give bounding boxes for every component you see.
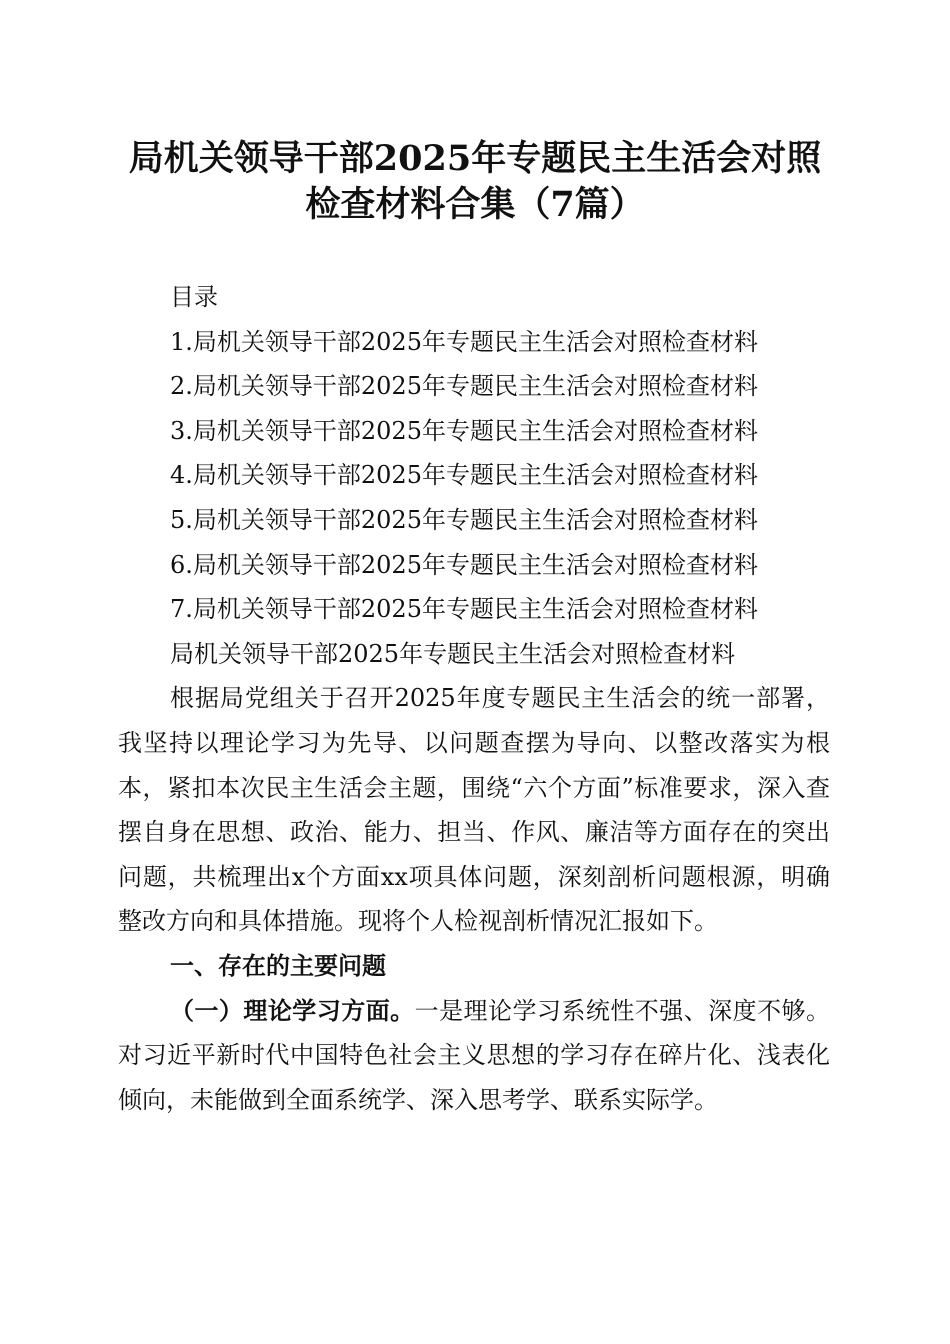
subsection-text: 一是理论学习系统性不强、深度不够。对习近平新时代中国特色社会主义思想的学习存在碎片化、浅表化倾向，未能做到全面系统学、深入思考学、联系实际学。: [118, 996, 831, 1114]
section-heading: 一、存在的主要问题: [170, 951, 386, 980]
subsection-label: （一）理论学习方面。: [170, 995, 415, 1025]
toc-item: 5.局机关领导干部2025年专题民主生活会对照检查材料: [170, 505, 758, 534]
toc-item: 7.局机关领导干部2025年专题民主生活会对照检查材料: [170, 595, 758, 624]
intro-paragraph: 根据局党组关于召开2025年度专题民主生活会的统一部署，我坚持以理论学习为先导、以问题查摆为导向、以整改落实为根本，紧扣本次民主生活会主题，围绕“六个方面”标准要求，深入查摆自身在思想、政治、能力、担当、作风、廉洁等方面存在的突出问题，共梳理出x个方面xx项具体问题，深刻剖析问题根源，明确整改方向和具体措施。现将个人检视剖析情况汇报如下。: [118, 684, 830, 936]
toc-item: 2.局机关领导干部2025年专题民主生活会对照检查材料: [170, 372, 758, 401]
document-title-line-2: 检查材料合集（7篇）: [305, 184, 645, 225]
toc-item: 4.局机关领导干部2025年专题民主生活会对照检查材料: [170, 461, 758, 490]
toc-item: 3.局机关领导干部2025年专题民主生活会对照检查材料: [170, 416, 758, 445]
table-of-contents: [118, 320, 830, 632]
document-body: [118, 275, 830, 1122]
toc-heading: 目录: [170, 283, 218, 311]
toc-item: 6.局机关领导干部2025年专题民主生活会对照检查材料: [170, 550, 758, 579]
document-title-line-1: 局机关领导干部2025年专题民主生活会对照: [128, 138, 822, 179]
subsection-paragraph: [118, 989, 830, 1123]
article-title: 局机关领导干部2025年专题民主生活会对照检查材料: [170, 639, 736, 668]
toc-item: 1.局机关领导干部2025年专题民主生活会对照检查材料: [170, 327, 758, 356]
document-title: [0, 136, 950, 228]
